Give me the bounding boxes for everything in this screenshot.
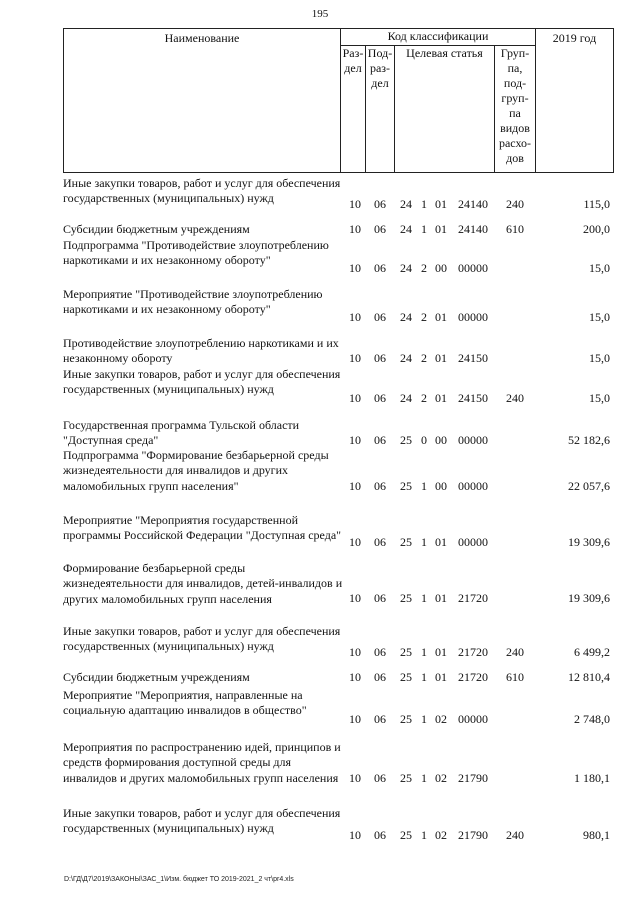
row-code-c4: 24150	[458, 391, 488, 405]
row-name: Мероприятие "Мероприятия, направленные на социальную адаптацию инвалидов в общество"	[63, 688, 307, 718]
row-name: Формирование безбарьерной среды жизнедеятельности для инвалидов, детей-инвалидов и других маломобильных групп населения	[63, 561, 343, 606]
header-group: Груп- па, под- груп- па видов расхо- дов	[494, 45, 536, 173]
row-code-c3: 00	[435, 433, 447, 447]
row-code-c4: 24150	[458, 351, 488, 365]
row-code-pr: 06	[374, 351, 386, 365]
row-code-c3: 01	[435, 351, 447, 365]
row-code-vr: 240	[506, 391, 524, 405]
row-code-c1: 25	[400, 771, 412, 785]
page-number: 195	[311, 8, 329, 20]
row-code-c3: 00	[435, 479, 447, 493]
header-name: Наименование	[63, 28, 341, 173]
row-code-pr: 06	[374, 197, 386, 211]
row-code-c4: 21790	[458, 828, 488, 842]
row-amount: 2 748,0	[574, 712, 610, 726]
row-code-c1: 24	[400, 222, 412, 236]
row-code-pr: 06	[374, 222, 386, 236]
row-code-c1: 24	[400, 261, 412, 275]
header-podrazdel: Под- раз- дел	[365, 45, 395, 173]
row-code-vr: 240	[506, 197, 524, 211]
row-code-pr: 06	[374, 591, 386, 605]
row-code-c1: 25	[400, 591, 412, 605]
row-code-c2: 2	[421, 351, 427, 365]
row-code-c2: 1	[421, 670, 427, 684]
row-code-c2: 1	[421, 771, 427, 785]
row-code-pr: 06	[374, 712, 386, 726]
row-code-c1: 24	[400, 310, 412, 324]
table-row	[0, 336, 640, 367]
row-code-c4: 21720	[458, 591, 488, 605]
row-name: Подпрограмма "Противодействие злоупотреблению наркотиками и их незаконному обороту"	[63, 238, 329, 268]
row-name: Государственная программа Тульской области "Доступная среда"	[63, 418, 300, 448]
row-name: Противодействие злоупотреблению наркотиками и их незаконному обороту	[63, 336, 339, 366]
row-code-c4: 00000	[458, 433, 488, 447]
row-name: Субсидии бюджетным учреждениям	[63, 670, 250, 684]
row-name: Подпрограмма "Формирование безбарьерной среды жизнедеятельности для инвалидов и других маломобильных групп населения"	[63, 448, 329, 493]
row-name: Мероприятия по распространению идей, принципов и средств формирования доступной среды для инвалидов и других маломобильных групп населения	[63, 740, 341, 785]
table-row	[0, 418, 640, 448]
row-code-c4: 00000	[458, 479, 488, 493]
row-code-rz: 10	[349, 670, 361, 684]
row-code-c2: 1	[421, 645, 427, 659]
header-target: Целевая статья	[394, 45, 495, 173]
table-row	[0, 513, 640, 561]
row-name: Иные закупки товаров, работ и услуг для обеспечения государственных (муниципальных) нужд	[63, 806, 341, 836]
row-code-c1: 25	[400, 670, 412, 684]
row-code-c4: 00000	[458, 261, 488, 275]
row-code-rz: 10	[349, 222, 361, 236]
row-code-c4: 24140	[458, 197, 488, 211]
table-row	[0, 740, 640, 806]
row-code-c1: 25	[400, 645, 412, 659]
row-amount: 200,0	[583, 222, 610, 236]
row-name: Иные закупки товаров, работ и услуг для обеспечения государственных (муниципальных) нужд	[63, 176, 341, 206]
row-code-c2: 1	[421, 479, 427, 493]
row-code-vr: 610	[506, 222, 524, 236]
row-amount: 22 057,6	[568, 479, 610, 493]
row-code-rz: 10	[349, 712, 361, 726]
row-code-rz: 10	[349, 771, 361, 785]
row-code-c1: 25	[400, 479, 412, 493]
row-code-pr: 06	[374, 828, 386, 842]
row-code-rz: 10	[349, 310, 361, 324]
row-code-rz: 10	[349, 197, 361, 211]
row-code-c4: 21720	[458, 645, 488, 659]
row-code-rz: 10	[349, 351, 361, 365]
row-name: Субсидии бюджетным учреждениям	[63, 222, 250, 236]
row-code-c4: 00000	[458, 535, 488, 549]
row-code-rz: 10	[349, 479, 361, 493]
row-code-c1: 24	[400, 351, 412, 365]
row-code-pr: 06	[374, 479, 386, 493]
table-row	[0, 688, 640, 740]
row-code-c3: 00	[435, 261, 447, 275]
row-amount: 15,0	[589, 310, 610, 324]
row-code-rz: 10	[349, 535, 361, 549]
row-code-c3: 01	[435, 197, 447, 211]
row-code-c3: 01	[435, 535, 447, 549]
row-code-c3: 02	[435, 712, 447, 726]
row-code-c3: 01	[435, 391, 447, 405]
row-code-c2: 2	[421, 310, 427, 324]
row-amount: 15,0	[589, 351, 610, 365]
row-amount: 15,0	[589, 391, 610, 405]
table-row	[0, 367, 640, 418]
row-code-c2: 1	[421, 222, 427, 236]
table-row	[0, 561, 640, 624]
row-code-pr: 06	[374, 310, 386, 324]
row-code-c1: 25	[400, 712, 412, 726]
row-amount: 19 309,6	[568, 535, 610, 549]
header-code: Код классификации	[340, 28, 536, 46]
row-code-c2: 1	[421, 828, 427, 842]
row-code-rz: 10	[349, 645, 361, 659]
row-code-c1: 24	[400, 197, 412, 211]
row-code-c1: 25	[400, 828, 412, 842]
row-code-rz: 10	[349, 828, 361, 842]
row-name: Мероприятие "Противодействие злоупотреблению наркотиками и их незаконному обороту"	[63, 287, 323, 317]
row-code-c3: 01	[435, 645, 447, 659]
row-code-c1: 24	[400, 391, 412, 405]
row-code-c2: 1	[421, 535, 427, 549]
row-code-c1: 25	[400, 433, 412, 447]
table-row	[0, 624, 640, 670]
row-code-rz: 10	[349, 433, 361, 447]
row-code-pr: 06	[374, 645, 386, 659]
row-code-c3: 01	[435, 310, 447, 324]
table-row	[0, 806, 640, 854]
row-code-pr: 06	[374, 771, 386, 785]
row-code-c4: 00000	[458, 712, 488, 726]
table-row	[0, 670, 640, 688]
row-amount: 52 182,6	[568, 433, 610, 447]
row-code-c2: 1	[421, 712, 427, 726]
row-code-c2: 1	[421, 591, 427, 605]
row-code-c4: 21790	[458, 771, 488, 785]
row-amount: 6 499,2	[574, 645, 610, 659]
row-code-vr: 240	[506, 645, 524, 659]
row-code-c2: 2	[421, 261, 427, 275]
row-code-c2: 0	[421, 433, 427, 447]
header-year: 2019 год	[535, 28, 614, 173]
row-code-c3: 01	[435, 670, 447, 684]
row-amount: 15,0	[589, 261, 610, 275]
row-code-c1: 25	[400, 535, 412, 549]
row-code-pr: 06	[374, 670, 386, 684]
row-code-pr: 06	[374, 535, 386, 549]
row-code-rz: 10	[349, 591, 361, 605]
row-code-c4: 24140	[458, 222, 488, 236]
row-name: Иные закупки товаров, работ и услуг для обеспечения государственных (муниципальных) нужд	[63, 624, 341, 654]
row-code-pr: 06	[374, 391, 386, 405]
row-amount: 980,1	[583, 828, 610, 842]
row-code-vr: 240	[506, 828, 524, 842]
file-path-footer: D:\ГД\Д7\2019\ЗАКОНЫ\ЗАС_1\Изм. бюджет ТО 2019-2021_2 чт\pr4.xls	[64, 876, 294, 883]
row-code-c3: 01	[435, 222, 447, 236]
row-amount: 1 180,1	[574, 771, 610, 785]
row-amount: 12 810,4	[568, 670, 610, 684]
row-code-pr: 06	[374, 433, 386, 447]
row-code-pr: 06	[374, 261, 386, 275]
table-row	[0, 287, 640, 336]
row-code-c4: 21720	[458, 670, 488, 684]
row-code-c3: 01	[435, 591, 447, 605]
table-row	[0, 238, 640, 287]
header-razdel: Раз- дел	[340, 45, 366, 173]
row-code-c3: 02	[435, 828, 447, 842]
row-code-vr: 610	[506, 670, 524, 684]
row-code-rz: 10	[349, 261, 361, 275]
row-code-rz: 10	[349, 391, 361, 405]
row-name: Мероприятие "Мероприятия государственной программы Российской Федерации "Доступная среда"	[63, 513, 342, 543]
row-code-c3: 02	[435, 771, 447, 785]
row-code-c4: 00000	[458, 310, 488, 324]
row-amount: 115,0	[583, 197, 610, 211]
table-row	[0, 448, 640, 513]
row-code-c2: 2	[421, 391, 427, 405]
table-row	[0, 222, 640, 238]
table-row	[0, 176, 640, 222]
row-code-c2: 1	[421, 197, 427, 211]
row-amount: 19 309,6	[568, 591, 610, 605]
row-name: Иные закупки товаров, работ и услуг для обеспечения государственных (муниципальных) нужд	[63, 367, 341, 397]
